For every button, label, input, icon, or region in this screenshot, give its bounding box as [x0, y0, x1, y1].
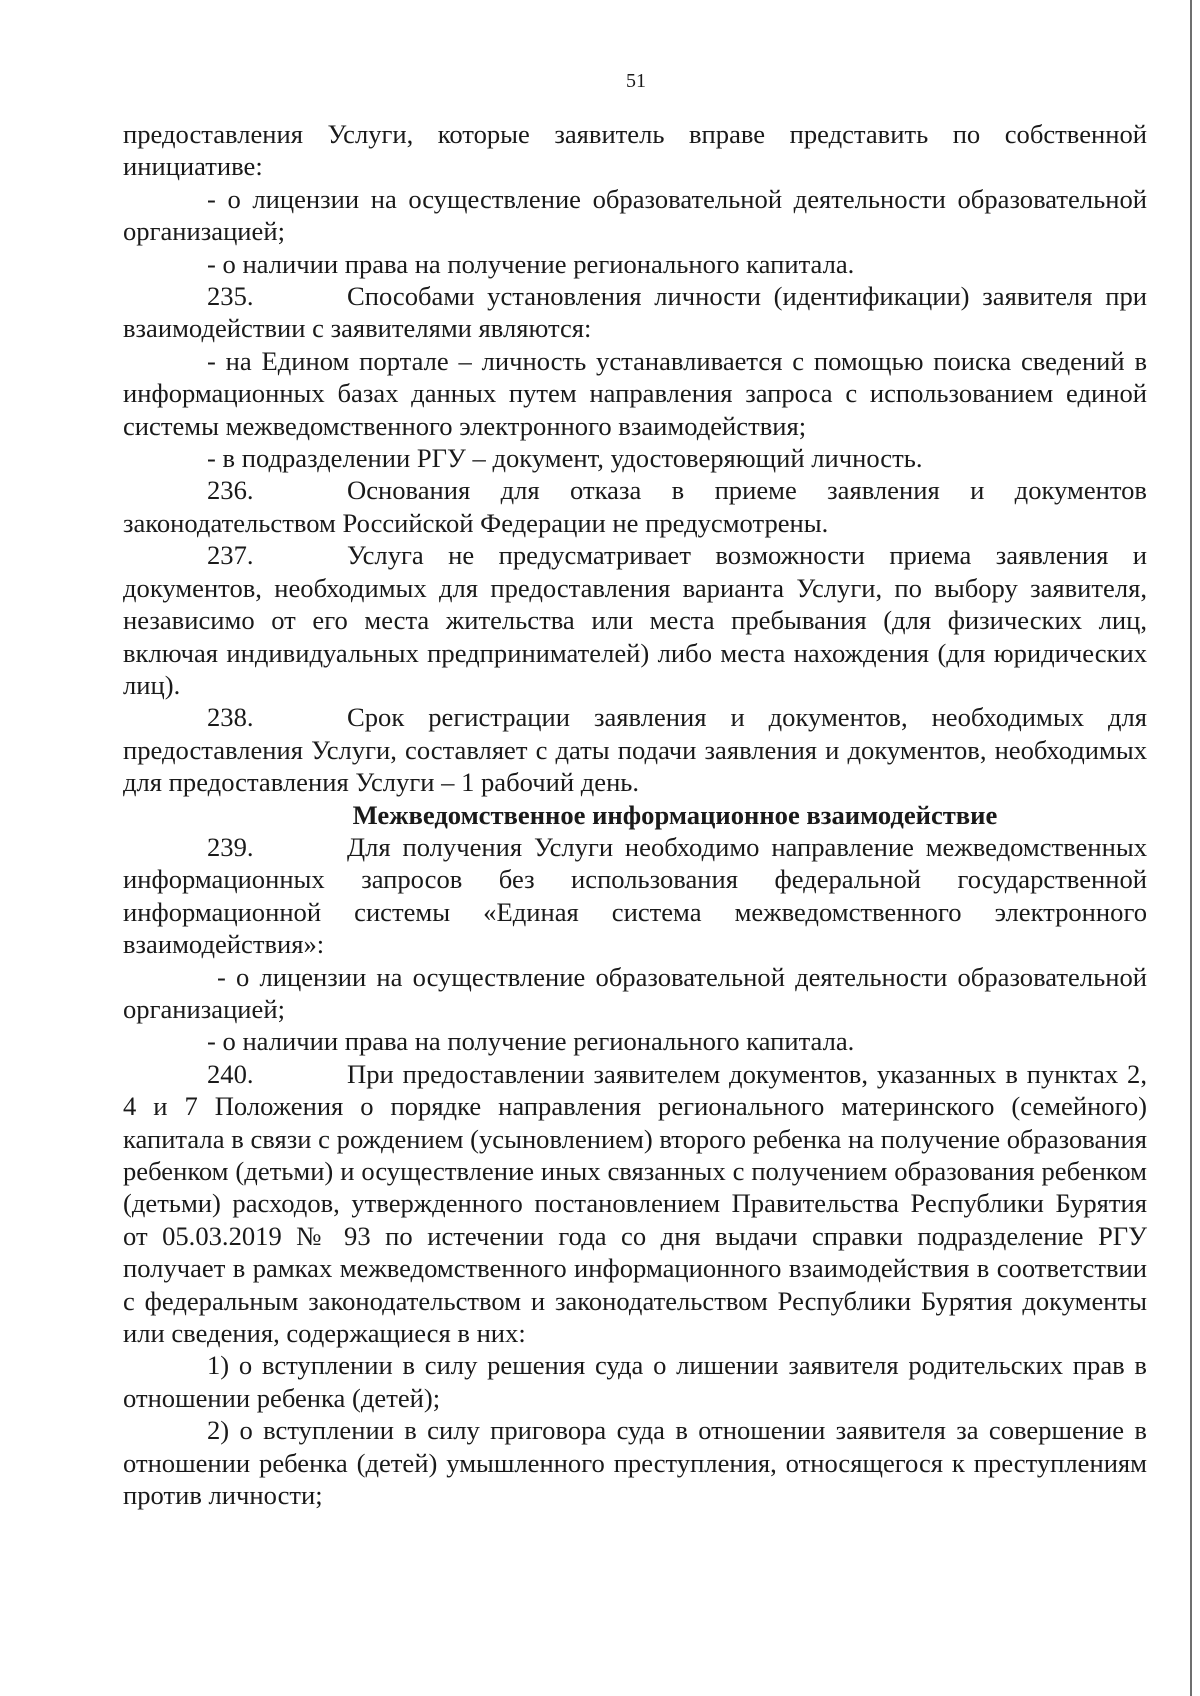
- paragraph-text: Для получения Услуги необходимо направление межведомственных информационных запросов без использования федеральной государственной информационной системы «Единая система межведомственного электронного взаимодействия»:: [123, 831, 1147, 960]
- numbered-paragraph-235: [123, 280, 1147, 345]
- paragraph-number: 240.: [207, 1058, 254, 1089]
- numbered-paragraph-240: [123, 1058, 1147, 1350]
- paragraph-number: 238.: [207, 702, 254, 733]
- section-heading: Межведомственное информационное взаимодействие: [352, 799, 998, 830]
- scan-edge-line: [1190, 0, 1192, 1696]
- page-number: 51: [626, 70, 646, 92]
- numbered-paragraph-239: [123, 831, 1147, 961]
- list-item: 2) о вступлении в силу приговора суда в отношении заявителя за совершение в отношении ребенка (детей) умышленного преступления, относящегося к преступлениям против личности;: [123, 1415, 1147, 1511]
- list-item: - о лицензии на осуществление образовательной деятельности образовательной организацией;: [123, 183, 1147, 247]
- numbered-paragraph-237: [123, 539, 1147, 701]
- list-item: - в подразделении РГУ – документ, удостоверяющий личность.: [207, 443, 923, 474]
- paragraph-number: 236.: [207, 475, 254, 506]
- paragraph: предоставления Услуги, которые заявитель вправе представить по собственной инициативе:: [123, 119, 1147, 182]
- paragraph-text: Основания для отказа в приеме заявления и документов законодательством Российской Федерации не предусмотрены.: [123, 475, 1147, 538]
- paragraph-number: 235.: [207, 281, 254, 312]
- list-item: - на Едином портале – личность устанавливается с помощью поиска сведений в информационных базах данных путем направления запроса с использованием единой системы межведомственного электронного взаимодействия;: [123, 345, 1147, 441]
- list-item: - о лицензии на осуществление образовательной деятельности образовательной организацией;: [123, 961, 1147, 1024]
- numbered-paragraph-238: [123, 701, 1147, 798]
- list-item: - о наличии права на получение регионального капитала.: [207, 248, 855, 279]
- paragraph-number: 239.: [207, 831, 254, 862]
- paragraph-text: При предоставлении заявителем документов, указанных в пунктах 2, 4 и 7 Положения о порядке направления регионального материнского (семейного) капитала в связи с рождением (усыновлением) второго ребенка на получение образования ребенком (детьми) и осуществление иных связанных с получением образования ребенком (детьми) расходов, утвержденного постановлением Правительства Республики Бурятия от 05.03.2019 № 93 по истечении года со дня выдачи справки подразделение РГУ получает в рамках межведомственного информационного взаимодействия в соответствии с федеральным законодательством и законодательством Республики Бурятия документы или сведения, содержащиеся в них:: [123, 1058, 1147, 1349]
- list-item: - о наличии права на получение регионального капитала.: [207, 1026, 855, 1057]
- paragraph-text: Услуга не предусматривает возможности приема заявления и документов, необходимых для предоставления варианта Услуги, по выбору заявителя, независимо от его места жительства или места пребывания (для физических лиц, включая индивидуальных предпринимателей) либо места нахождения (для юридических лиц).: [123, 540, 1147, 700]
- paragraph-text: Срок регистрации заявления и документов, необходимых для предоставления Услуги, составляет с даты подачи заявления и документов, необходимых для предоставления Услуги – 1 рабочий день.: [123, 702, 1147, 798]
- paragraph-number: 237.: [207, 540, 254, 571]
- list-item: 1) о вступлении в силу решения суда о лишении заявителя родительских прав в отношении ребенка (детей);: [123, 1350, 1147, 1413]
- paragraph-text: Способами установления личности (идентификации) заявителя при взаимодействии с заявителями являются:: [123, 281, 1147, 344]
- document-body: [123, 118, 1147, 1511]
- numbered-paragraph-236: [123, 474, 1147, 539]
